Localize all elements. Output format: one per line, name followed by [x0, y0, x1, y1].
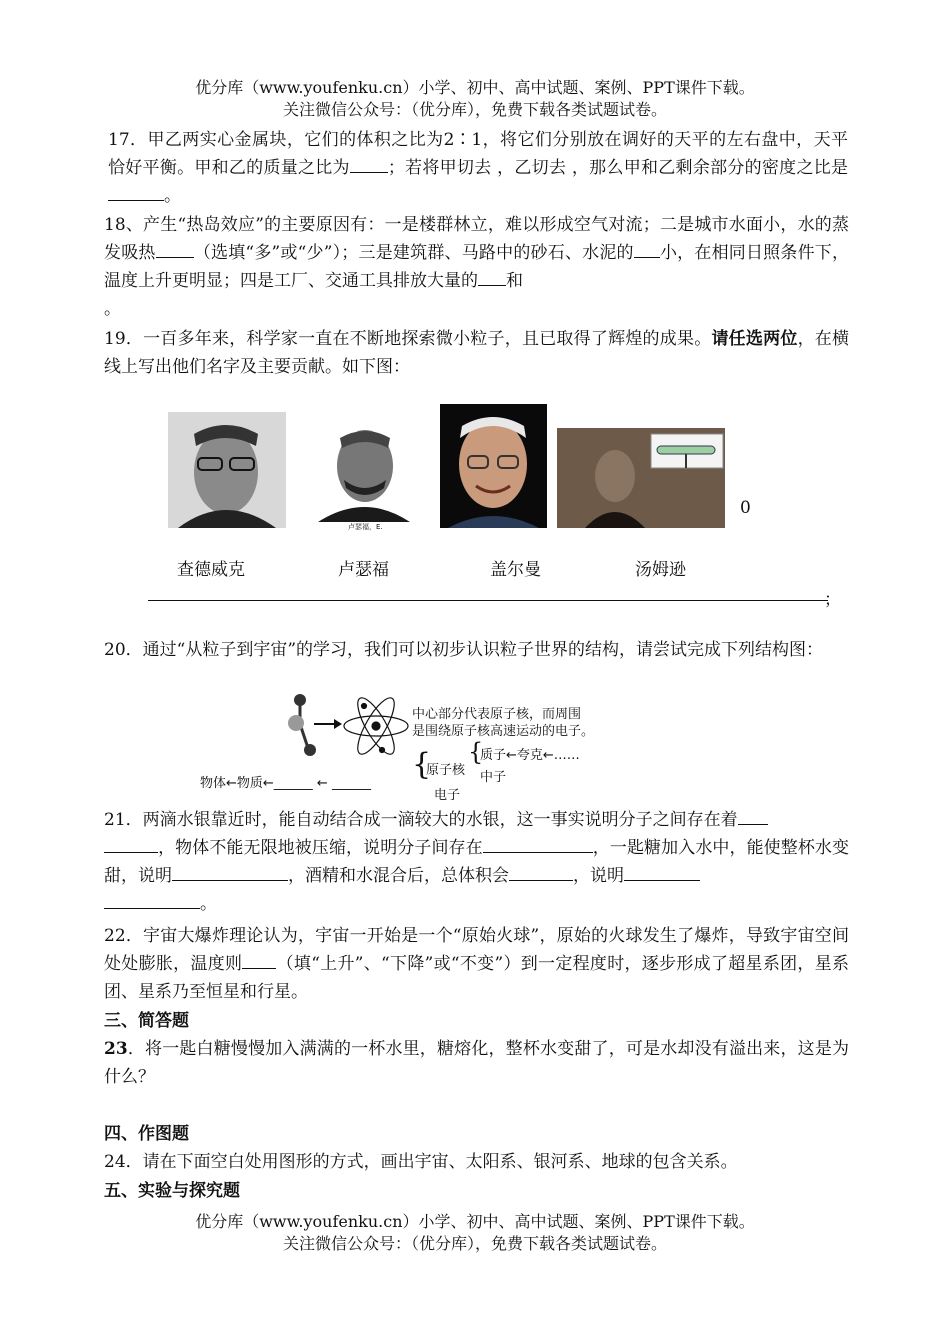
electron-label: 电子	[434, 788, 461, 803]
blank[interactable]	[738, 806, 768, 825]
diagram-note: 中心部分代表原子核，而周围 是围绕原子核高速运动的电子。	[412, 707, 595, 739]
header-line-2: 关注微信公众号：（优分库），免费下载各类试题试卷。	[282, 100, 667, 119]
blank[interactable]	[156, 239, 194, 258]
blank[interactable]	[104, 834, 158, 853]
stray-zero: 0	[740, 498, 751, 518]
blank[interactable]	[172, 862, 288, 881]
section-5-heading: 五、实验与探究题	[104, 1181, 240, 1201]
name-gell-mann: 盖尔曼	[490, 560, 541, 580]
footer-line-2: 关注微信公众号：（优分库），免费下载各类试题试卷。	[282, 1234, 667, 1253]
blank[interactable]	[104, 890, 200, 909]
section-4-heading: 四、作图题	[104, 1124, 189, 1144]
proton-label: 质子←夸克←……	[480, 748, 580, 763]
photo-caption: 卢瑟福，E.	[348, 523, 383, 531]
question-21: 21．两滴水银靠近时，能自动结合成一滴较大的水银，这一事实说明分子之间存在着 ，物体不能无限地被压缩，说明分子间存在 ，一匙糖加入水中，能使整杯水变甜，说明 ，酒精和水混合后，总体积会 ，说明 。	[104, 806, 849, 918]
name-rutherford: 卢瑟福	[338, 560, 389, 580]
blank[interactable]	[242, 950, 276, 969]
question-20: 20．通过“从粒子到宇宙”的学习，我们可以初步认识粒子世界的结构，请尝试完成下列结构图：	[104, 640, 824, 660]
diagram-chain: 物体←物质←______ ← ______	[200, 776, 371, 791]
photo-rutherford	[310, 418, 418, 522]
blank[interactable]	[624, 862, 700, 881]
question-18: 18、产生“热岛效应”的主要原因有：一是楼群林立，难以形成空气对流；二是城市水面小，水的蒸发吸热 （选填“多”或“少”）；三是建筑群、马路中的砂石、水泥的 小，在相同日照条件下，温度上升更明显；四是工厂、交通工具排放大量的 和 。	[104, 215, 849, 319]
name-thomson: 汤姆逊	[635, 560, 686, 580]
neutron-label: 中子	[480, 770, 507, 785]
blank[interactable]	[483, 834, 593, 853]
footer-line-1: 优分库（www.youfenku.cn）小学、初中、高中试题、案例、PPT课件下载。	[195, 1212, 755, 1231]
blank[interactable]	[478, 267, 506, 286]
brace-outer: {	[412, 747, 432, 782]
page-footer	[0, 1211, 950, 1255]
photo-gell-mann	[440, 404, 547, 528]
blank[interactable]	[108, 182, 164, 201]
page-header	[0, 77, 950, 121]
question-24: 24．请在下面空白处用图形的方式，画出宇宙、太阳系、银河系、地球的包含关系。	[104, 1152, 738, 1172]
header-line-1: 优分库（www.youfenku.cn）小学、初中、高中试题、案例、PPT课件下载。	[195, 78, 755, 97]
blank[interactable]	[634, 239, 660, 258]
blank[interactable]	[509, 862, 573, 881]
brace-inner: {	[468, 738, 484, 766]
section-3-heading: 三、简答题	[104, 1011, 189, 1031]
blank[interactable]	[350, 154, 388, 173]
question-19: 19．一百多年来，科学家一直在不断地探索微小粒子，且已取得了辉煌的成果。请任选两位，在横线上写出他们名字及主要贡献。如下图：	[104, 329, 850, 377]
photo-thomson	[557, 428, 725, 528]
semicolon: ；	[824, 590, 841, 610]
name-chadwick: 查德威克	[177, 560, 245, 580]
question-22: 22．宇宙大爆炸理论认为，宇宙一开始是一个“原始火球”，原始的火球发生了爆炸，导致宇宙空间处处膨胀，温度则 （填“上升”、“下降”或“不变”）到一定程度时，逐步形成了超星系团，星系团、星系乃至恒星和行星。	[104, 926, 849, 1002]
nucleus-label: 原子核	[426, 763, 466, 778]
particle-structure-diagram	[200, 688, 620, 803]
question-17: 17．甲乙两实心金属块，它们的体积之比为2∶1，将它们分别放在调好的天平的左右盘中，天平恰好平衡。甲和乙的质量之比为 ；若将甲切去 ，乙切去 ，那么甲和乙剩余部分的密度之比是。	[108, 130, 849, 206]
question-23: 23．将一匙白糖慢慢加入满满的一杯水里，糖熔化，整杯水变甜了，可是水却没有溢出来，这是为什么？	[104, 1039, 849, 1087]
answer-line[interactable]	[148, 600, 828, 601]
photo-chadwick	[168, 412, 286, 528]
